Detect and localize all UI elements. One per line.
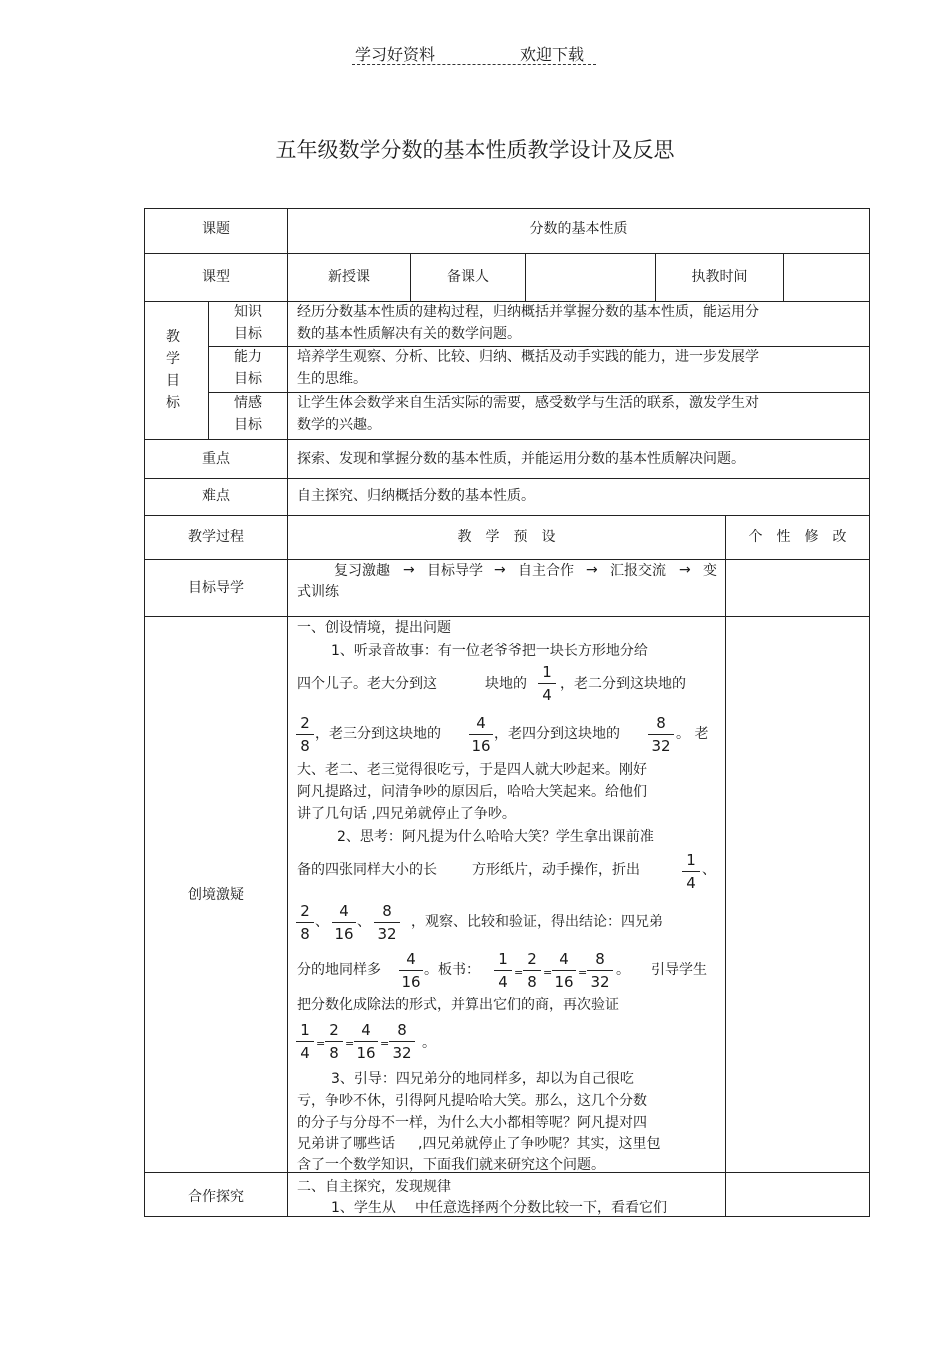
fraction-four-sixteenths: 4 16 [469,714,493,755]
scene-text: ，老四分到这块地的 [494,726,620,742]
scene-text: 。 [616,962,630,978]
arrow-icon: → [586,562,598,578]
goals-label-char: 学 [166,351,180,367]
fraction-eight-thirtyseconds: 8 32 [587,950,613,991]
fraction-one-quarter: 1 4 [296,1021,314,1062]
arrow-icon: → [679,562,691,578]
equals-sign: = [345,1037,355,1050]
scene-text: 一、创设情境，提出问题 [297,620,451,636]
scene-text: 。 老 [676,726,709,742]
ability-goal-label: 目标 [234,371,262,387]
fraction-two-eighths: 2 8 [325,1021,343,1062]
type-label: 课型 [202,269,230,285]
fraction-two-eighths: 2 8 [296,714,314,755]
fraction-one-quarter: 1 4 [538,663,556,704]
scene-text: 、 [357,914,371,930]
scene-text: 3、引导：四兄弟分的地同样多，却以为自己很吃 [331,1071,634,1087]
process-label: 教学过程 [188,529,244,545]
difficulty-text: 自主探究、归纳概括分数的基本性质。 [297,488,535,504]
header-right-text: 欢迎下载 [520,45,585,64]
key-point-label: 重点 [202,451,230,467]
scene-text: 四个儿子。老大分到这 [297,676,437,692]
equals-sign: = [380,1037,390,1050]
goals-label-char: 标 [166,395,180,411]
key-point-text: 探索、发现和掌握分数的基本性质，并能运用分数的基本性质解决问题。 [297,451,745,467]
ability-goal-text: 生的思维。 [297,371,367,387]
fraction-eight-thirtyseconds: 8 32 [374,902,400,943]
knowledge-goal-label: 知识 [234,304,262,320]
header-dashed-divider [352,64,596,65]
scene-text: 备的四张同样大小的长 [297,862,437,878]
emotion-goal-label: 目标 [234,417,262,433]
ability-goal-label: 能力 [234,349,262,365]
scene-text: 、 [315,914,329,930]
time-label: 执教时间 [691,269,748,285]
scene-text: ，观察、比较和验证，得出结论：四兄弟 [411,914,663,930]
cooperation-label: 合作探究 [188,1189,244,1205]
preparer-label: 备课人 [447,269,489,285]
scene-text: 1、听录音故事：有一位老爷爷把一块长方形地分给 [331,643,648,659]
emotion-goal-label: 情感 [234,395,262,411]
scene-text: 2、思考：阿凡提为什么哈哈大笑？学生拿出课前准 [337,829,654,845]
scene-text: 亏，争吵不休，引得阿凡提哈哈大笑。那么，这几个分数 [297,1093,647,1109]
emotion-goal-text: 让学生体会数学来自生活实际的需要，感受数学与生活的联系，激发学生对 [297,395,759,411]
equals-sign: = [578,966,588,979]
knowledge-goal-label: 目标 [234,326,262,342]
topic-label: 课题 [202,221,230,237]
equals-sign: = [543,966,553,979]
personal-edit-header: 个 性 修 改 [748,529,847,545]
fraction-four-sixteenths: 4 16 [354,1021,378,1062]
scene-text: 、 [702,862,716,878]
cooperation-text: 1、学生从 [331,1200,396,1216]
scene-text: ，老二分到这块地的 [560,676,686,692]
fraction-two-eighths: 2 8 [523,950,541,991]
guide-step-continued: 式训练 [297,584,339,600]
scene-text: 。板书： [424,962,480,978]
guide-step: 汇报交流 [610,563,666,579]
scene-text: 把分数化成除法的形式，并算出它们的商，再次验证 [297,997,619,1013]
scene-text: 分的地同样多 [297,962,381,978]
arrow-icon: → [403,562,415,578]
scene-label: 创境激疑 [188,887,244,903]
guide-label: 目标导学 [188,580,244,596]
fraction-one-quarter: 1 4 [682,851,700,892]
scene-text: 阿凡提路过，问清争吵的原因后，哈哈大笑起来。给他们 [297,784,647,800]
header-left-text: 学习好资料 [355,45,436,64]
knowledge-goal-text: 经历分数基本性质的建构过程，归纳概括并掌握分数的基本性质，能运用分 [297,304,759,320]
arrow-icon: → [494,562,506,578]
fraction-four-sixteenths: 4 16 [332,902,356,943]
cooperation-text: 二、自主探究，发现规律 [297,1179,451,1195]
process-header: 教 学 预 设 [457,529,556,545]
scene-text: 引导学生 [651,962,707,978]
guide-step: 复习激趣 [334,563,390,579]
knowledge-goal-text: 数的基本性质解决有关的数学问题。 [297,326,521,342]
difficulty-label: 难点 [202,488,230,504]
equals-sign: = [316,1037,326,1050]
goals-label-char: 目 [166,373,180,389]
goals-label-char: 教 [166,329,180,345]
topic-value: 分数的基本性质 [529,221,628,237]
scene-text: 含了一个数学知识，下面我们就来研究这个问题。 [297,1157,605,1173]
scene-text: 兄弟讲了哪些话 [297,1136,395,1152]
scene-text: ，老三分到这块地的 [315,726,441,742]
fraction-four-sixteenths: 4 16 [552,950,576,991]
scene-text: ,四兄弟就停止了争吵呢？其实，这里包 [418,1136,661,1152]
scene-text: 大、老二、老三觉得很吃亏，于是四人就大吵起来。刚好 [297,762,647,778]
ability-goal-text: 培养学生观察、分析、比较、归纳、概括及动手实践的能力，进一步发展学 [297,349,759,365]
guide-step: 目标导学 [427,563,483,579]
cooperation-text: 中任意选择两个分数比较一下，看看它们 [415,1200,667,1216]
fraction-eight-thirtyseconds: 8 32 [389,1021,415,1062]
scene-text: 。 [422,1035,436,1051]
scene-text: 的分子与分母不一样，为什么大小都相等呢？阿凡提对四 [297,1115,647,1131]
guide-step: 自主合作 [518,563,574,579]
scene-text: 方形纸片，动手操作，折出 [472,862,640,878]
fraction-four-sixteenths: 4 16 [399,950,423,991]
scene-text: 块地的 [485,676,527,692]
fraction-one-quarter: 1 4 [494,950,512,991]
guide-step: 变 [703,563,717,579]
fraction-eight-thirtyseconds: 8 32 [648,714,674,755]
scene-text: 讲了几句话 ,四兄弟就停止了争吵。 [297,806,516,822]
type-value: 新授课 [328,269,370,285]
fraction-two-eighths: 2 8 [296,902,314,943]
equals-sign: = [514,966,524,979]
emotion-goal-text: 数学的兴趣。 [297,417,381,433]
document-title: 五年级数学分数的基本性质教学设计及反思 [275,138,675,162]
